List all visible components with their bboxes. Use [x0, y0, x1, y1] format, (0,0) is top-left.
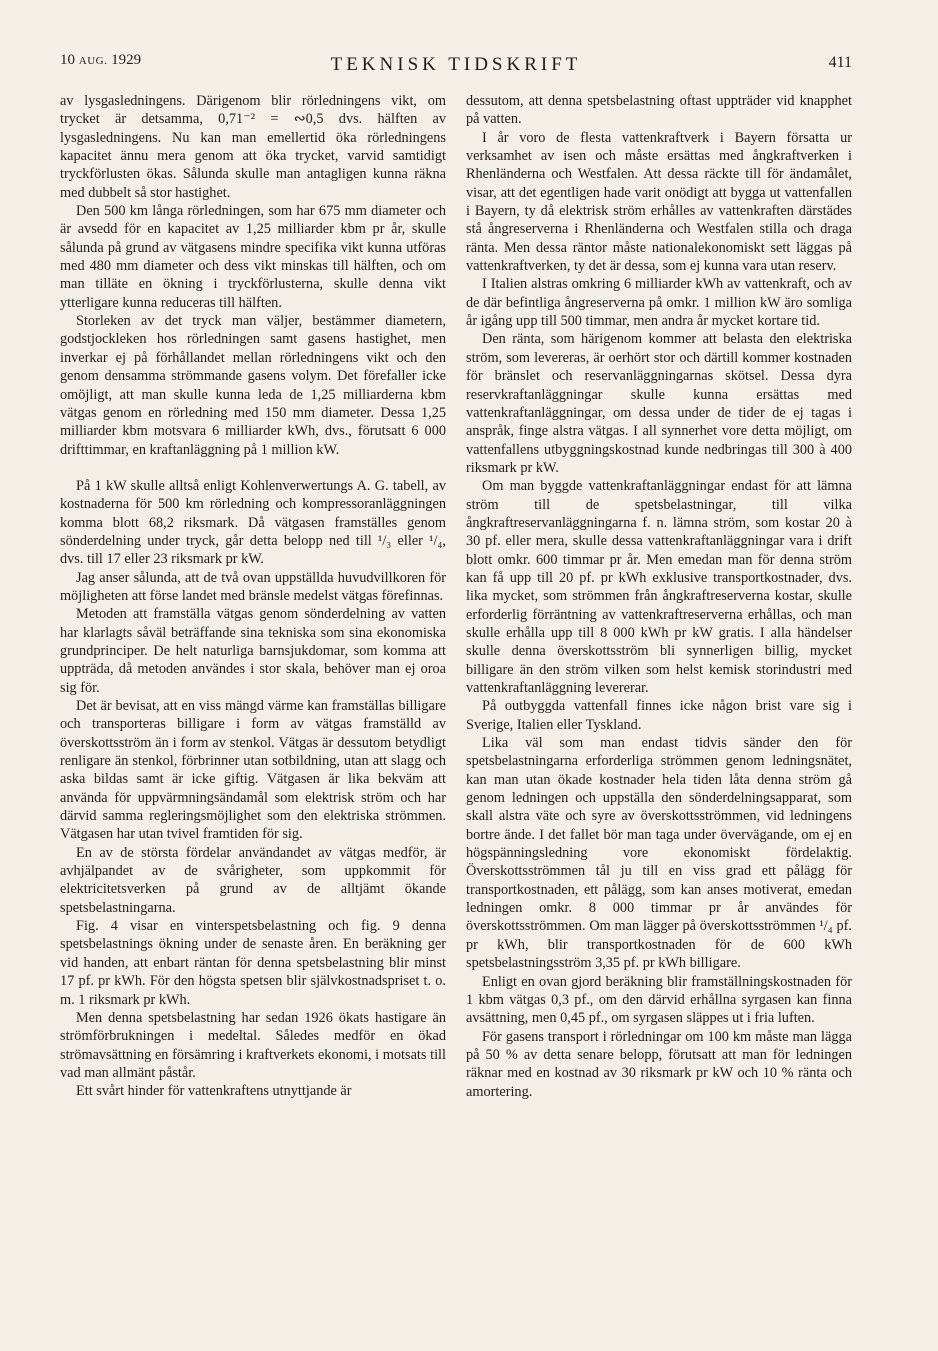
paragraph: dessutom, att denna spetsbelastning oftast uppträder vid knapphet på vatten. — [466, 93, 852, 128]
right-column — [466, 92, 852, 1101]
paragraph: Enligt en ovan gjord beräkning blir framställningskostnaden för 1 kbm vätgas 0,3 pf., om den därvid erhållna syrgasen kan finna avsättning, men 0,45 pf., om syrgasen släppes ut i fria luften. — [466, 973, 852, 1027]
paragraph: På outbyggda vattenfall finnes icke någon brist vare sig i Sverige, Italien eller Tyskland. — [466, 698, 852, 733]
paragraph: Den ränta, som härigenom kommer att belasta den elektriska ström, som levereras, är oerhört stor och därtill kommer kostnaden för bränslet och reservanläggningarnas skötsel. Dessa dyra reservkraftanläggningar skulle kunna ersättas med vattenkraftanläggningar, om dessa under de tider de ej tagas i anspråk, finge alstra vätgas. I all synnerhet vore detta möjligt, om vattenfallens utbyggningskostnad kunde nedbringas till 300 à 400 riksmark pr kW. — [466, 331, 852, 476]
paragraph: Ett svårt hinder för vattenkraftens utnyttjande är — [76, 1083, 352, 1100]
paragraph: På 1 kW skulle alltså enligt Kohlenverwertungs A. G. tabell, av kostnaderna för 500 km rörledning och kompressoranläggningen komma blott 68,2 riksmark. Då vätgasen framställes genom sönderdelning under tryck, går detta belopp ned till ¹/₃ eller ¹/₄, dvs. till 17 eller 23 riksmark pr kW. — [60, 477, 446, 568]
paragraph: Storleken av det tryck man väljer, bestämmer diametern, godstjockleken hos rörledningen samt gasens hastighet, men inverkar ej på förhållandet mellan rörledningens vikt och den genom densamma strömmande gasens volym. Det förefaller icke omöjligt, att man skulle kunna leda de 1,25 milliarderna kbm vätgas genom en rörledning med 150 mm diameter. Dessa 1,25 milliarder kbm motsvara 6 milliarder kWh, dvs., förutsatt 6 000 drifttimmar, en kraftanläggning på 1 million kW. — [60, 313, 446, 458]
paragraph: av lysgasledningens. Därigenom blir rörledningens vikt, om trycket är detsamma, 0,71⁻² = ∾0,5 dvs. hälften av lysgasledningens. Nu kan man emellertid öka rörledningens kapacitet ännu mera genom att öka trycket, varvid samtidigt tryckförlusten ökas. Sålunda skulle man antagligen kunna räkna med dubbelt så stor hastighet. — [60, 93, 446, 201]
date-year: 1929 — [111, 52, 142, 68]
paragraph: I år voro de flesta vattenkraftverk i Bayern försatta ur verksamhet av isen och måste ersättas med ångkraftverken i Rhenländerna och Westfalen. Att dessa räckte till för ändamålet, visar, att det egentligen hade varit onödigt att bygga ut vattenfallen i Bayern, ty då elektrisk ström erhålles av vattenkraften därstädes stå ångreserverna i Rhenländerna och Westfalen stilla och draga ränta. Men dessa räntor måste nationalekonomiskt sett läggas på vattenkraftverken, ty det är dessa, som ej kunna vara utan reserv. — [466, 129, 852, 275]
paragraph: Men denna spetsbelastning har sedan 1926 ökats hastigare än strömförbrukningen i medeltal. Således medför en ökad strömavsättning en försämring i kraftverkets ekonomi, i motsats till vad man allmänt påstår. — [60, 1009, 446, 1081]
page-header — [60, 44, 852, 76]
paragraph: Lika väl som man endast tidvis sänder den för spetsbelastningarna erforderliga strömmen genom ledningsnätet, kan man utan ökade kostnader hela tiden låta denna ström gå genom ledningen och uppställa den sönderdelningsapparat, som skall alstra väte och syre av överskottsströmmen, vid ledningens bortre ände. I det fallet bör man taga under övervägande, om ej en högspänningsledning vore ekonomiskt fördelaktig. Överskottsströmmen tål ju till en viss grad ett pålägg för transportkostnaden, ett pålägg, som kan anses motiverat, emedan ledningen omkr. 8 000 timmar pr år användes för överskottsströmmen. Om man lägger på överskottsströmmen ¹/₄ pf. pr kWh, blir transportkostnaden för de 600 kWh spetsbelastningsström 3,35 pf. pr kWh billigare. — [466, 735, 852, 972]
paragraph: Metoden att framställa vätgas genom sönderdelning av vatten har klarlagts såväl beträffande sina tekniska som sina ekonomiska grundprinciper. De helt naturliga barnsjukdomar, som komma att uppträda, då metoden användes i stor skala, behöver man ej oroa sig för. — [60, 606, 446, 696]
paragraph: För gasens transport i rörledningar om 100 km måste man lägga på 50 % av detta senare belopp, förutsatt att man för ledningen räknar med en kostnad av 30 riksmark pr kW och 10 % ränta och amortering. — [466, 1028, 852, 1100]
paragraph: Den 500 km långa rörledningen, som har 675 mm diameter och är avsedd för en kapacitet av 1,25 milliarder kbm pr år, skulle sålunda på grund av vätgasens mindre specifika vikt kunna utföras med 480 mm diameter och dess vikt minskas till hälften, och om man tilläte en ökning i tryckförlusterna, skulle denna vikt ytterligare kunna reduceras till hälften. — [60, 203, 446, 311]
paragraph: I Italien alstras omkring 6 milliarder kWh av vattenkraft, och av de där befintliga ångreserverna på omkr. 1 million kW äro somliga år igång upp till 500 timmar, men andra år mycket kortare tid. — [466, 276, 852, 330]
left-column — [60, 92, 446, 1101]
paragraph: Det är bevisat, att en viss mängd värme kan framställas billigare och transporteras billigare i form av vätgas framställd av överskottsström än i form av stenkol. Vätgas är dessutom betydligt renligare än stenkol, förbrinner utan sotbildning, utan att slagg och aska bildas samt är icke giftig. Vätgasen är lika bekväm att använda för uppvärmningsändamål som elektrisk ström och har därvid samma regleringsmöjlighet som den elektriska strömmen. Vätgasen har utan tvivel framtiden för sig. — [60, 698, 446, 843]
paragraph: Jag anser sålunda, att de två ovan uppställda huvudvillkoren för möjligheten att förse landet med bränsle medelst vätgas förefinnas. — [60, 569, 446, 604]
paragraph: En av de största fördelar användandet av vätgas medför, är avhjälpandet av de svårigheter, som uppkommit för elektricitetsverken på grund av de alltjämt ökande spetsbelastningarna. — [60, 844, 446, 916]
date-month: AUG. — [78, 55, 108, 67]
date-day: 10 — [60, 52, 75, 68]
paragraph: Fig. 4 visar en vinterspetsbelastning och fig. 9 denna spetsbelastnings ökning under de senaste åren. En beräkning ger vid handen, att enbart räntan för denna spetsbelastning blir minst 17 pf. pr kWh. För den högsta spetsen blir självkostnadspriset t. o. m. 1 riksmark pr kWh. — [60, 918, 446, 1008]
journal-title: TEKNISK TIDSKRIFT — [330, 54, 582, 75]
page-number: 411 — [828, 54, 852, 71]
paragraph: Om man byggde vattenkraftanläggningar endast för att lämna ström till de spetsbelastningar, till vilka ångkraftreservanläggningarna f. n. lämna ström, som kostar 20 à 30 pf. eller mera, skulle dessa vattenkraftanläggningar vara i drift blott omkr. 600 timmar pr år. Men emedan man för denna ström kan få upp till 20 pf. pr kWh exklusive transportkostnader, dvs. lika mycket, som strömmen från ångkraftreserverna kostar, skulle erforderlig förräntning av vattenkraftreserverna erhållas, och man skulle erhålla upp till 8 000 kWh pr kW gratis. I alla händelser skulle denna överskottsström bli synnerligen billig, mycket billigare än den ström vilken som helst kemisk storindustri med vattenkraftanläggning levererar. — [466, 478, 852, 696]
